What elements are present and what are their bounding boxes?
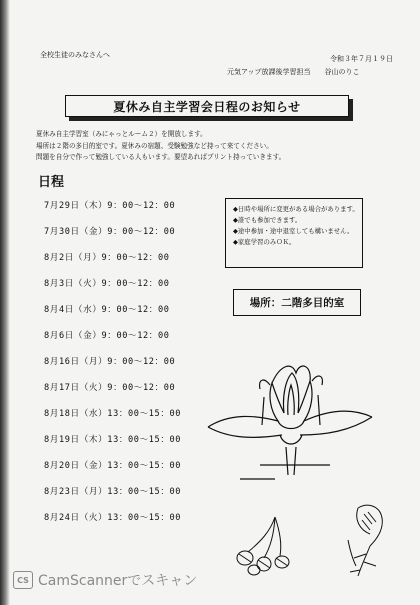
note-item: ◆誰でも参加できます。 [233,216,302,224]
greeting: 全校生徒のみなさんへ [40,51,110,59]
schedule-heading: 日程 [38,175,65,190]
schedule-item: 7月30日（金）9：00～12：00 [44,227,176,237]
notes-box [225,198,363,268]
scan-edge-shadow [0,0,10,605]
schedule-item: 8月3日（火）9：00～12：00 [44,279,170,289]
place-box: 場所：二階多目的室 [233,289,361,316]
note-item: ◆日時や場所に変更がある場合があります。 [233,205,359,213]
plant-sketch-illustration [340,500,390,580]
author: 元気アップ放課後学習担当 谷山のりこ [227,68,360,76]
schedule-item: 8月6日（金）9：00～12：00 [44,331,170,341]
flower-cross-section-illustration [200,355,385,485]
page-title: 夏休み自主学習会日程のお知らせ [65,95,349,117]
schedule-item: 8月17日（火）9：00～12：00 [44,383,176,393]
note-item: ◆途中参加・途中退室しても構いません。 [233,227,354,235]
intro-paragraph [36,129,285,164]
schedule-item: 7月29日（木）9：00～12：00 [44,201,176,211]
date: 令和３年７月１９日 [330,55,393,63]
camscanner-watermark [13,570,197,590]
schedule-item: 8月4日（水）9：00～12：00 [44,305,170,315]
camscanner-logo-icon: CS [13,571,33,589]
schedule-item: 8月19日（木）13：00～15：00 [44,435,182,445]
schedule-item: 8月23日（月）13：00～15：00 [44,487,182,497]
seed-pods-illustration [230,512,305,577]
schedule-item: 8月24日（火）13：00～15：00 [44,513,182,523]
intro-line: 問題を自分で作って勉強している人もいます。要望あればプリント持っていきます。 [36,153,286,161]
schedule-item: 8月16日（月）9：00～12：00 [44,357,176,367]
schedule-item: 8月20日（金）13：00～15：00 [44,461,182,471]
watermark-text: CamScannerでスキャン [38,573,198,589]
note-item: ◆家庭学習のみＯＫ。 [233,238,296,246]
schedule-item: 8月18日（水）13：00～15：00 [44,409,182,419]
intro-line: 場所は２階の多目的室です。夏休みの宿題、受験勉強など持って来てください。 [36,141,273,150]
intro-line: 夏休み自主学習室（みにゃっとルーム２）を開放します。 [36,130,207,138]
schedule-item: 8月2日（月）9：00～12：00 [44,253,170,263]
